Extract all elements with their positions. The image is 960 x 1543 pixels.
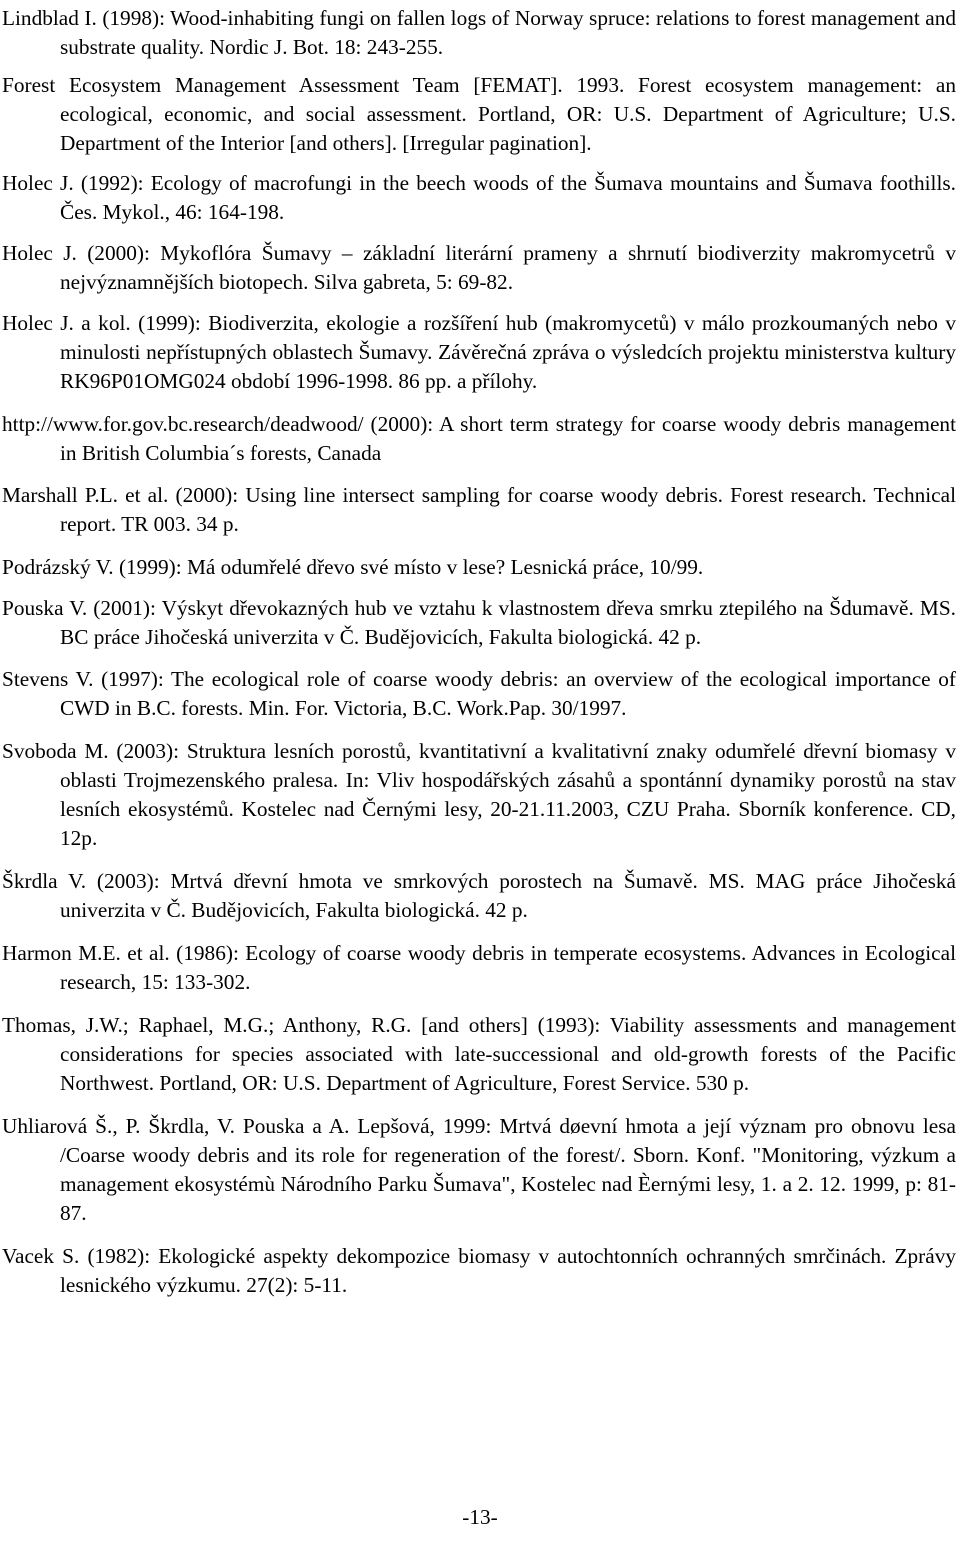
reference-item: Holec J. a kol. (1999): Biodiverzita, ekologie a rozšíření hub (makromycetů) v málo prozkoumaných nebo v minulosti nepřístupných oblastech Šumavy. Závěrečná zpráva o výsledcích projektu ministerstva kultury RK96P01OMG024 období 1996-1998. 86 pp. a přílohy. <box>2 311 956 393</box>
reference-item: Holec J. (1992): Ecology of macrofungi in the beech woods of the Šumava mountains and Šumava foothills. Čes. Mykol., 46: 164-198. <box>2 171 956 224</box>
document-page <box>2 0 956 1300</box>
reference-list <box>2 4 956 1300</box>
reference-item: Lindblad I. (1998): Wood-inhabiting fungi on fallen logs of Norway spruce: relations to forest management and substrate quality. Nordic J. Bot. 18: 243-255. <box>2 6 956 59</box>
reference-item: http://www.for.gov.bc.research/deadwood/ (2000): A short term strategy for coarse woody debris management in British Columbia´s forests, Canada <box>2 412 956 465</box>
page-number: -13- <box>462 1505 498 1529</box>
reference-item: Uhliarová Š., P. Škrdla, V. Pouska a A. Lepšová, 1999: Mrtvá døevní hmota a její význam pro obnovu lesa /Coarse woody debris and its role for regeneration of the forest/. Sborn. Konf. "Monitoring, výzkum a management ekosystémù Národního Parku Šumava", Kostelec nad Èernými lesy, 1. a 2. 12. 1999, p: 81-87. <box>2 1114 956 1225</box>
reference-item: Harmon M.E. et al. (1986): Ecology of coarse woody debris in temperate ecosystems. Advances in Ecological research, 15: 133-302. <box>2 941 956 994</box>
reference-item: Forest Ecosystem Management Assessment Team [FEMAT]. 1993. Forest ecosystem management: an ecological, economic, and social assessment. Portland, OR: U.S. Department of Agriculture; U.S. Department of the Interior [and others]. [Irregular pagination]. <box>2 73 956 155</box>
reference-item: Holec J. (2000): Mykoflóra Šumavy – základní literární prameny a shrnutí biodiverzity makromycetrů v nejvýznamnějších biotopech. Silva gabreta, 5: 69-82. <box>2 241 956 294</box>
reference-item: Vacek S. (1982): Ekologické aspekty dekompozice biomasy v autochtonních ochranných smrčinách. Zprávy lesnického výzkumu. 27(2): 5-11. <box>2 1244 956 1297</box>
reference-item: Stevens V. (1997): The ecological role of coarse woody debris: an overview of the ecological importance of CWD in B.C. forests. Min. For. Victoria, B.C. Work.Pap. 30/1997. <box>2 667 956 720</box>
reference-item: Škrdla V. (2003): Mrtvá dřevní hmota ve smrkových porostech na Šumavě. MS. MAG práce Jihočeská univerzita v Č. Budějovicích, Fakulta biologická. 42 p. <box>2 869 956 922</box>
reference-item: Pouska V. (2001): Výskyt dřevokazných hub ve vztahu k vlastnostem dřeva smrku ztepilého na Šdumavě. MS. BC práce Jihočeská univerzita v Č. Budějovicích, Fakulta biologická. 42 p. <box>2 596 956 649</box>
reference-item: Marshall P.L. et al. (2000): Using line intersect sampling for coarse woody debris. Forest research. Technical report. TR 003. 34 p. <box>2 483 956 536</box>
reference-item: Podrázský V. (1999): Má odumřelé dřevo své místo v lese? Lesnická práce, 10/99. <box>2 555 704 579</box>
reference-item: Thomas, J.W.; Raphael, M.G.; Anthony, R.G. [and others] (1993): Viability assessments and management considerations for species associated with late-successional and old-growth forests of the Pacific Northwest. Portland, OR: U.S. Department of Agriculture, Forest Service. 530 p. <box>2 1013 956 1095</box>
reference-item: Svoboda M. (2003): Struktura lesních porostů, kvantitativní a kvalitativní znaky odumřelé dřevní biomasy v oblasti Trojmezenského pralesa. In: Vliv hospodářských zásahů a spontánní dynamiky porostů na stav lesních ekosystémů. Kostelec nad Černými lesy, 20-21.11.2003, CZU Praha. Sborník konference. CD, 12p. <box>2 739 956 850</box>
